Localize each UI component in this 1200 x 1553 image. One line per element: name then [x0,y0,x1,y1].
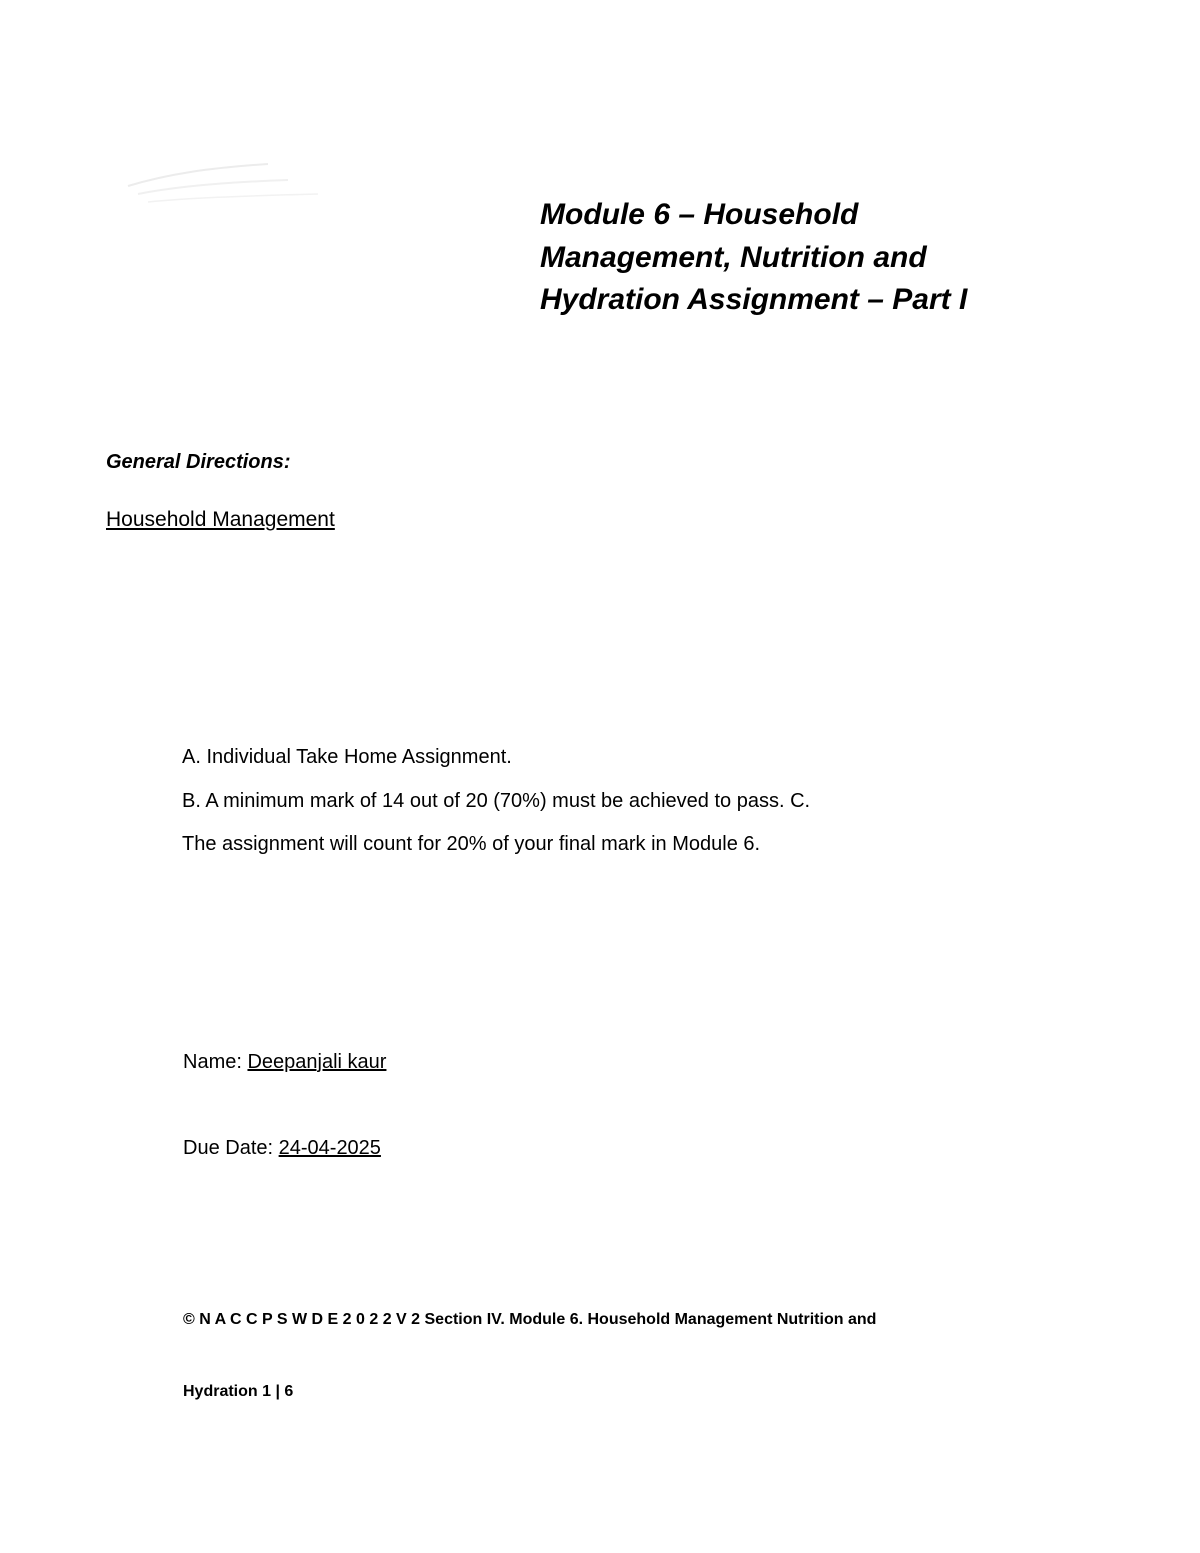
due-date-value: 24-04-2025 [278,1137,381,1159]
direction-line-b: B. A minimum mark of 14 out of 20 (70%) must be achieved to pass. C. [182,790,811,812]
footer-page-number: Hydration 1 | 6 [183,1383,294,1400]
name-label: Name: [183,1051,242,1073]
directions-heading: General Directions: [106,451,291,473]
document-title: Module 6 – Household Management, Nutrition and Hydration Assignment – Part I [540,198,968,316]
footer-copyright: © N A C C P S W D E 2 0 2 2 V 2 Section IV. Module 6. Household Management Nutrition and [183,1311,877,1328]
due-date-label: Due Date: [183,1137,274,1159]
faint-logo-mark [118,150,338,210]
direction-line-c: The assignment will count for 20% of your final mark in Module 6. [182,833,761,855]
name-value: Deepanjali kaur [247,1051,387,1073]
direction-line-a: A. Individual Take Home Assignment. [182,746,512,768]
section-heading: Household Management [106,508,335,531]
name-field [183,1051,386,1074]
due-date-field [183,1137,381,1160]
